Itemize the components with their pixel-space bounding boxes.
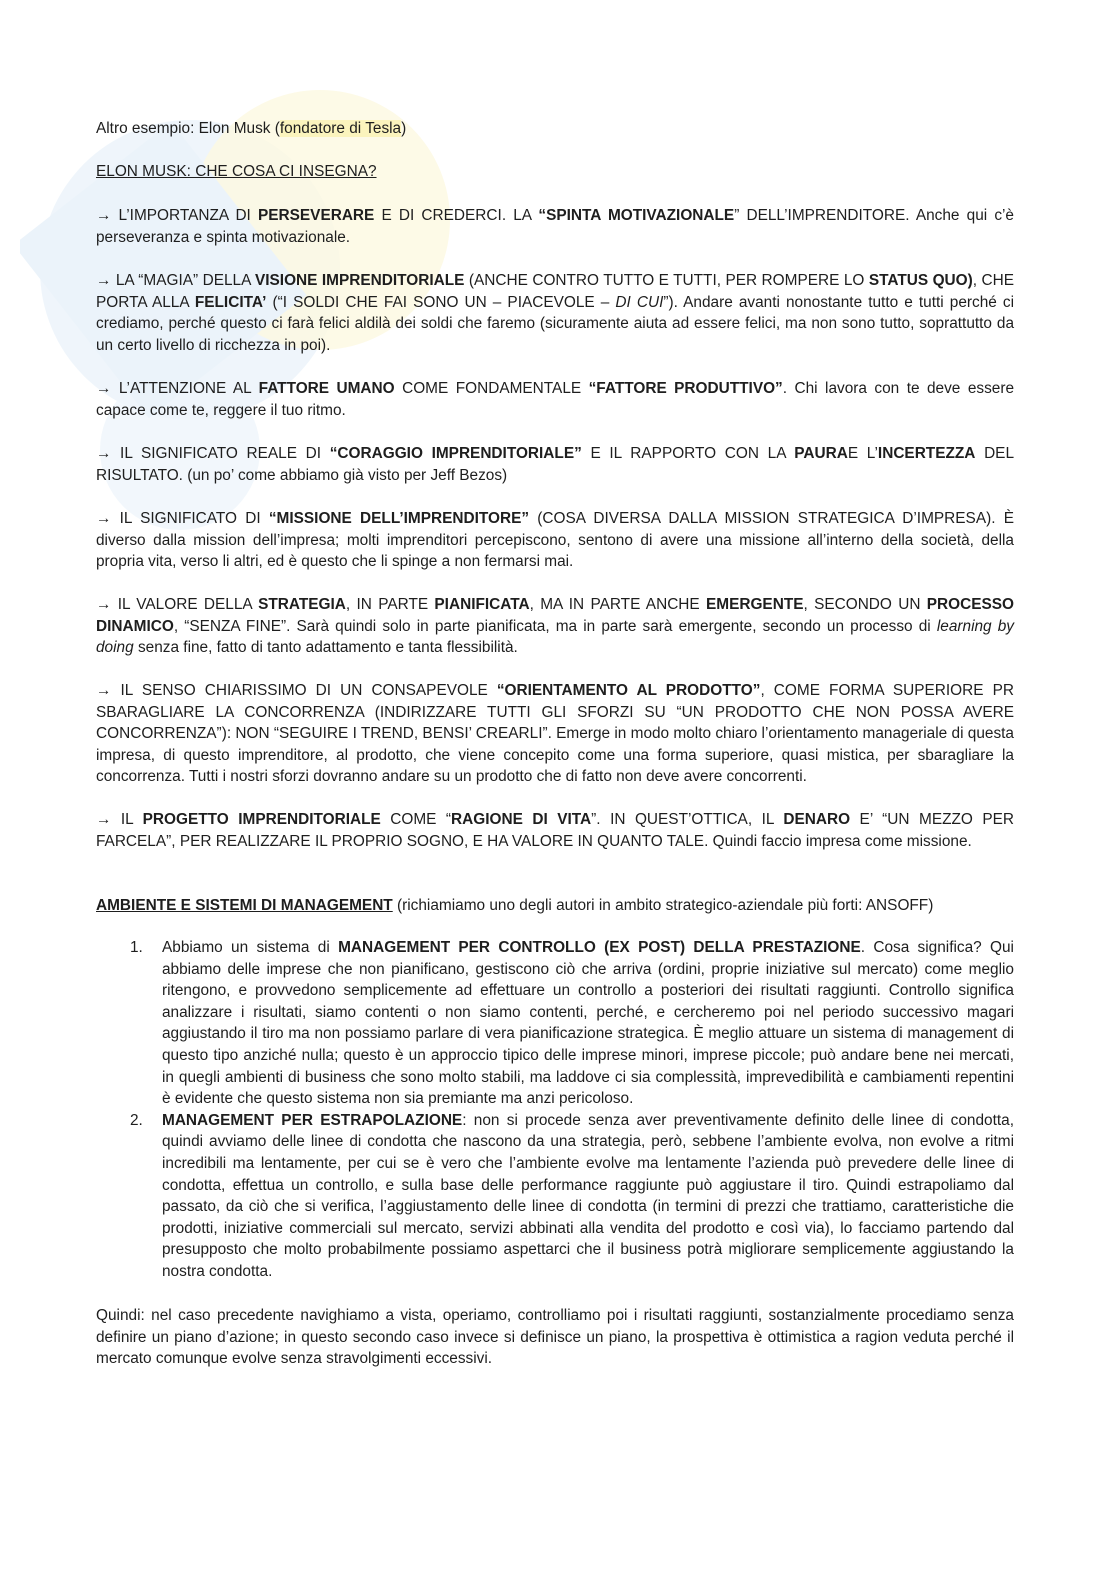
management-list: [96, 937, 1014, 1283]
arrow-icon: →: [96, 445, 112, 462]
point-1: → L’IMPORTANZA DI PERSEVERARE E DI CREDERCI. LA “SPINTA MOTIVAZIONALE” DELL’IMPRENDITORE. Anche qui c’è perseveranza e spinta motivazionale.: [96, 207, 1014, 246]
point-3: → L’ATTENZIONE AL FATTORE UMANO COME FONDAMENTALE “FATTORE PRODUTTIVO”. Chi lavora con te deve essere capace come te, reggere il tuo ritmo.: [96, 380, 1015, 419]
intro-line: Altro esempio: Elon Musk (fondatore di Tesla): [96, 120, 407, 137]
point-6: → IL VALORE DELLA STRATEGIA, IN PARTE PIANIFICATA, MA IN PARTE ANCHE EMERGENTE, SECONDO UN PROCESSO DINAMICO, “SENZA FINE”. Sarà quindi solo in parte pianificata, ma in parte sarà emergente, secondo un processo di learning by doing senza fine, fatto di tanto adattamento e tanta flessibilità.: [96, 596, 1015, 657]
point-4: → IL SIGNIFICATO REALE DI “CORAGGIO IMPRENDITORIALE” E IL RAPPORTO CON LA PAURAE L’INCERTEZZA DEL RISULTATO. (un po’ come abbiamo già visto per Jeff Bezos): [96, 445, 1015, 484]
point-8: → IL PROGETTO IMPRENDITORIALE COME “RAGIONE DI VITA”. IN QUEST’OTTICA, IL DENARO E’ “UN MEZZO PER FARCELA”, PER REALIZZARE IL PROPRIO SOGNO, E HA VALORE IN QUANTO TALE. Quindi faccio impresa come missione.: [96, 811, 1015, 850]
list-number: 2.: [130, 1111, 143, 1129]
list-item: 2. MANAGEMENT PER ESTRAPOLAZIONE: non si procede senza aver preventivamente definito delle linee di condotta, quindi avviamo delle linee di condotta che nascono da una strategia, però, sebbene l’ambiente evolva, non evolve a ritmi incredibili ma lentamente, per cui se è vero che l’ambiente evolve ma lentamente l’azienda può prevedere delle linee di condotta, effettua un controllo, e sulla base delle performance raggiunte può aggiustare il tiro. Quindi estrapoliamo dal passato, da ciò che si verifica, l’aggiustamento delle linee di condotta (in termini di prezzi che trattiamo, caratteristiche die prodotti, iniziative commerciali sul mercato, servizi abbinati alla vendita del prodotto e così via), lo facciamo partendo dal presupposto che molto probabilmente possiamo aspettarci che il business potrà migliorare semplicemente aggiustando la nostra condotta.: [130, 1111, 1014, 1280]
intro-highlight: fondatore di Tesla: [279, 120, 402, 137]
arrow-icon: →: [96, 207, 112, 224]
point-5: → IL SIGNIFICATO DI “MISSIONE DELL’IMPRENDITORE” (COSA DIVERSA DALLA MISSION STRATEGICA D’IMPRESA). È diverso dalla mission dell’impresa; molti imprenditori percepiscono, sentono di avere una missione all’interno della società, della propria vita, verso li altri, ed è questo che li spinge a non fermarsi mai.: [96, 510, 1014, 571]
section-title: AMBIENTE E SISTEMI DI MANAGEMENT: [96, 897, 393, 914]
section-note: (richiamiamo uno degli autori in ambito strategico-aziendale più forti: ANSOFF): [392, 897, 934, 914]
conclusion-paragraph: Quindi: nel caso precedente navighiamo a vista, operiamo, controlliamo poi i risultati raggiunti, sostanzialmente procediamo senza definire un piano d’azione; in questo secondo caso invece si definisce un piano, la prospettiva è ottimistica a ragion veduta perché il mercato comunque evolve senza stravolgimenti eccessivi.: [96, 1307, 1014, 1368]
list-number: 1.: [130, 939, 143, 956]
arrow-icon: →: [96, 811, 112, 828]
point-2: → LA “MAGIA” DELLA VISIONE IMPRENDITORIALE (ANCHE CONTRO TUTTO E TUTTI, PER ROMPERE LO STATUS QUO), CHE PORTA ALLA FELICITA’ (“I SOLDI CHE FAI SONO UN – PIACEVOLE – DI CUI”). Andare avanti nonostante tutto e tutti perché ci crediamo, perché questo ci farà felici aldilà dei soldi che faremo (sicuramente aiuta ad essere felici, ma non sono tutto, soprattutto da un certo livello di ricchezza in poi).: [96, 272, 1015, 354]
arrow-icon: →: [96, 272, 112, 289]
arrow-icon: →: [96, 596, 112, 613]
section-heading-musk: ELON MUSK: CHE COSA CI INSEGNA?: [96, 163, 377, 180]
point-7: → IL SENSO CHIARISSIMO DI UN CONSAPEVOLE “ORIENTAMENTO AL PRODOTTO”, COME FORMA SUPERIORE PR SBARAGLIARE LA CONCORRENZA (INDIRIZZARE TUTTI GLI SFORZI SU “UN PRODOTTO CHE NON POSSA AVERE CONCORRENZA”): NON “SEGUIRE I TREND, BENSI’ CREARLI”. Emerge in modo molto chiaro l’orientamento manageriale di questa impresa, di questo imprenditore, al prodotto, che viene concepito come una forma superiore, quasi mistica, per sbaragliare la concorrenza. Tutti i nostri sforzi dovranno andare su un prodotto che di fatto non deve avere concorrenti.: [96, 682, 1014, 786]
arrow-icon: →: [96, 380, 112, 397]
list-item: 1. Abbiamo un sistema di MANAGEMENT PER CONTROLLO (EX POST) DELLA PRESTAZIONE. Cosa significa? Qui abbiamo delle imprese che non pianificano, gestiscono ciò che arriva (ordini, proprie iniziative sul mercato) come meglio ritengono, e provvedono semplicemente ad effettuare un controllo a posteriori dei risultati raggiunti. Controllo significa analizzare i risultati, siamo contenti o non siamo contenti, perché, e cercheremo poi nel periodo successivo magari aggiustando il tiro ma non possiamo parlare di vera pianificazione strategica. È meglio attuare un sistema di management di questo tipo anziché nulla; questo è un approccio tipico delle imprese minori, imprese piccole; può andare bene nei mercati, in quegli ambienti di business che sono molto stabili, ma laddove ci sia complessità, imprevedibilità e cambiamenti repentini è evidente che questo sistema non sia premiante ma anzi pericoloso.: [130, 939, 1014, 1108]
arrow-icon: →: [96, 510, 112, 527]
section-heading-management: [96, 895, 1014, 917]
arrow-icon: →: [96, 682, 112, 699]
